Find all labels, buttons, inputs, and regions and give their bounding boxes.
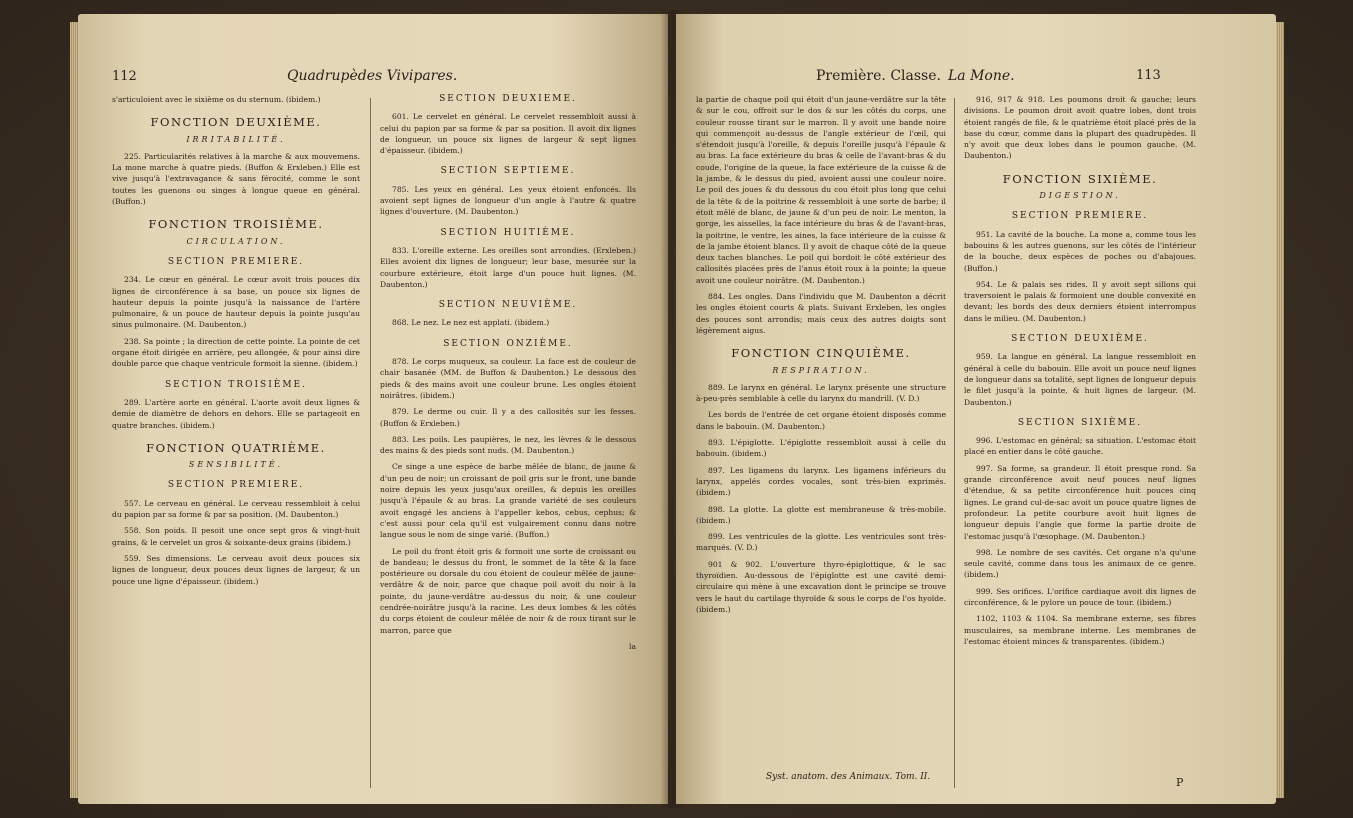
left-page-number: 112 [112,69,137,84]
paragraph: 884. Les ongles. Dans l'individu que M. Daubenton a décrit les ongles étoient courts & plats. Suivant Erxleben, les ongles des pouces sont arrondis; mais ceux des autres doigts sont légèrement aigus. [696,292,946,335]
paragraph: s'articuloient avec le sixième os du sternum. (ibidem.) [112,95,321,104]
function-heading: FONCTION TROISIÈME. [148,217,324,232]
function-subheading: RESPIRATION. [772,365,870,375]
right-running-title-a: Première. Classe. [816,68,941,84]
column-rule [954,98,955,788]
paragraph: 234. Le cœur en général. Le cœur avoit trois pouces dix lignes de circonférence à sa base, un pouce six lignes de hauteur depuis la pointe jusqu'à la naissance de l'artère pulmonaire, & un pouce de hauteur depuis la pointe jusqu'au sinus pulmonaire. (M. Daubenton.) [112,275,360,330]
paragraph: Le poil du front étoit gris & formoit une sorte de croissant ou de bandeau; le dessus du front, le sommet de la tête & la face postérieure ou dorsale du cou étoient de couleur mêlée de jaune-verdâtre & de noir, parce que chaque poil avoit du noir à la pointe, du jaune-verdâtre au-dessus du noir, & une couleur cendrée-noirâtre jusqu'à la racine. Les deux lombes & les côtés du corps étoient de couleur mêlée de noir & de roux tirant sur le marron, parce que [380,546,636,635]
paragraph: 289. L'artère aorte en général. L'aorte avoit deux lignes & demie de diamètre de dehors en dehors. Elle se partageoit en quatre branches. (ibidem.) [112,397,360,430]
paragraph: 785. Les yeux en général. Les yeux étoient enfoncés. Ils avoient sept lignes de longueur d'un angle à l'autre & quatre lignes d'ouverture. (M. Daubenton.) [380,184,636,217]
function-subheading: DIGESTION. [1039,191,1121,201]
section-heading: SECTION PREMIERE. [167,480,305,491]
paragraph: 868. Le nez. Le nez est applati. (ibidem.) [392,318,550,328]
section-heading: SECTION TROISIÈME. [165,379,307,390]
left-page [78,14,668,804]
section-heading: SECTION PREMIERE. [1011,211,1149,222]
left-column-1 [112,94,360,794]
paragraph: la partie de chaque poil qui étoit d'un jaune-verdâtre sur la tête & sur le cou, offroit sur le dos & sur les côtés du corps, une couleur rousse tirant sur le marron. Il y avoit une bande noire qui commençoit au-dessus de l'angle extérieur de l'œil, qui s'étendoit jusqu'à l'oreille, & depuis l'oreille jusqu'à l'épaule & au bras. La face extérieure du bras & celle de l'avant-bras & du coude, l'origine de la queue, la face extérieure de la cuisse & de la jambe, & le dessus du pied, avoient aussi une couleur noire. Le poil des joues & du dessous du cou étoit plus long que celui de la tête & de la poitrine & ressembloit à une sorte de barbe; il étoit mêlé de blanc, de jaune & d'un peu de noir. Le menton, la gorge, les aisselles, la face intérieure du bras & de l'avant-bras, la poitrine, le ventre, les aines, la face intérieure de la cuisse & de la jambe étoient blancs. Il y avoit de chaque côté de la queue deux taches blanches. Le poil qui bordoit le côté extérieur des callosités placées près de l'anus étoit roux à la pointe; la queue avoit une couleur noirâtre. (M. Daubenton.) [696,95,946,285]
section-heading: SECTION SEPTIEME. [440,166,576,177]
function-subheading: IRRITABILITÉ. [186,134,286,144]
paragraph: 558. Son poids. Il pesoit une once sept gros & vingt-huit grains, & le cervelet un gros & soixante-deux grains (ibidem.) [112,526,360,547]
paragraph: 893. L'épiglotte. L'épiglotte ressembloit aussi à celle du babouin. (ibidem.) [696,438,946,459]
paragraph: 1102, 1103 & 1104. Sa membrane externe, ses fibres musculaires, sa membrane interne. Les membranes de l'estomac étoient minces & transparentes. (ibidem.) [964,614,1196,646]
section-heading: SECTION SIXIÈME. [1017,417,1143,428]
paragraph: 238. Sa pointe ; la direction de cette pointe. La pointe de cet organe étoit dirigée en arrière, peu allongée, & pour ainsi dire double parce que chaque ventricule formoit la sienne. (ibidem.) [112,336,360,369]
paragraph: 999. Ses orifices. L'orifice cardiaque avoit dix lignes de circonférence, & le pylore un pouce de tour. (ibidem.) [964,586,1196,607]
section-heading: SECTION ONZIÈME. [443,338,573,349]
paragraph: 559. Ses dimensions. Le cerveau avoit deux pouces six lignes de longueur, deux pouces deux lignes de largeur, & un pouce une ligne d'épaisseur. (ibidem.) [112,553,360,586]
right-column-2 [964,94,1196,794]
paragraph: 879. Le derme ou cuir. Il y a des callosités sur les fesses. (Buffon & Erxleben.) [380,407,636,428]
catchword: la [629,641,636,651]
paragraph: 951. La cavité de la bouche. La mone a, comme tous les babouins & les autres guenons, sur les côtés de l'intérieur de la bouche, deux espèces de poches ou d'abajoues. (Buffon.) [964,229,1196,273]
function-heading: FONCTION DEUXIÈME. [150,115,322,130]
left-running-header [112,68,632,84]
left-column-2 [380,94,636,794]
function-heading: FONCTION CINQUIÈME. [731,346,911,361]
paragraph: 901 & 902. L'ouverture thyro-épiglottique, & le sac thyroïdien. Au-dessous de l'épiglotte est une cavité demi-circulaire qui mène à une excavation dont le principe se trouve vers le haut du cartilage thyroïde & sous le corps de l'os hyoïde. (ibidem.) [696,559,946,614]
paragraph: 899. Les ventricules de la glotte. Les ventricules sont très-marqués. (V. D.) [696,532,946,553]
paragraph: 833. L'oreille externe. Les oreilles sont arrondies. (Erxleben.) Elles avoient dix lignes de longueur; leur base, mesurée sur la courbure extérieure, étoit large d'un pouce huit lignes. (M. Daubenton.) [380,245,636,289]
right-page-number: 113 [1136,68,1161,83]
paragraph: 878. Le corps muqueux, sa couleur. La face est de couleur de chair basanée (MM. de Buffon & Daubenton.) Le dessous des pieds & des mains avoit une couleur brune. Les ongles étoient noirâtres. (ibidem.) [380,357,636,400]
paragraph: 897. Les ligamens du larynx. Les ligamens inférieurs du larynx, appelés cordes vocales, sont très-bien exprimés. (ibidem.) [696,465,946,498]
paragraph: Les bords de l'entrée de cet organe étoient disposés comme dans le babouin. (M. Daubenton.) [696,410,946,431]
function-subheading: CIRCULATION. [186,236,286,246]
paragraph: 996. L'estomac en général; sa situation. L'estomac étoit placé en entier dans le côté gauche. [964,436,1196,457]
left-running-title: Quadrupèdes Vivipares. [287,68,458,84]
right-page [676,14,1276,804]
paragraph: 898. La glotte. La glotte est membraneuse & très-mobile. (ibidem.) [696,504,946,525]
section-heading: SECTION DEUXIÈME. [439,94,577,104]
paragraph: 954. Le & palais ses rides. Il y avoit sept sillons qui traversoient le palais & formoient une double convexité en devant; les bords des deux derniers étoient interrompus dans le milieu. (M. Daubenton.) [964,279,1196,323]
paragraph: 601. Le cervelet en général. Le cervelet ressembloit aussi à celui du papion par sa forme & par sa position. Il avoit dix lignes de longueur, un pouce six lignes de largeur & sept lignes d'épaisseur. (ibidem.) [380,112,636,156]
paragraph: 889. Le larynx en général. Le larynx présente une structure à-peu-près semblable à celle du larynx du mandrill. (V. D.) [696,382,946,404]
paragraph: Ce singe a une espèce de barbe mêlée de blanc, de jaune & d'un peu de noir; un croissant de poil gris sur le front, une bande noire depuis les yeux jusqu'aux oreilles, & depuis les oreilles jusqu'à l'épaule & au bras. La grande variété de ses couleurs avoit engagé les anciens à l'appeller kebos, cebus, cephus; & c'est aussi pour cela qu'il est vulgairement connu dans notre langue sous le nom de singe varié. (Buffon.) [380,462,636,540]
function-subheading: SENSIBILITÉ. [188,460,284,470]
section-heading: SECTION NEUVIÈME. [438,300,578,311]
paragraph: 557. Le cerveau en général. Le cerveau ressembloit à celui du papion par sa forme & par sa position. (M. Daubenton.) [112,498,360,520]
function-heading: FONCTION SIXIÈME. [1002,171,1158,186]
section-heading: SECTION PREMIERE. [167,256,305,267]
section-heading: SECTION HUITIÈME. [440,227,576,238]
right-running-title-b: La Mone. [948,68,1015,84]
paragraph: 916, 917 & 918. Les poumons droit & gauche; leurs divisions. Le poumon droit avoit quatre lobes, dont trois étoient rangés de file, & le quatrième étoit placé près de la base du cœur, comme dans la plupart des quadrupèdes. Il n'y avoit que deux lobes dans le poumon gauche. (M. Daubenton.) [964,95,1196,161]
column-rule [370,98,371,788]
right-column-1 [696,94,946,794]
paragraph: 997. Sa forme, sa grandeur. Il étoit presque rond. Sa grande circonférence avoit neuf pouces neuf lignes d'étendue, & sa petite circonférence huit pouces cinq lignes. Le grand cul-de-sac avoit un pouce quatre lignes de profondeur. La petite courbure avoit huit lignes de longueur depuis l'angle que forme la partie droite de l'estomac jusqu'à l'œsophage. (M. Daubenton.) [964,463,1196,541]
page-footer: Syst. anatom. des Animaux. Tom. II. [766,772,931,782]
section-heading: SECTION DEUXIÈME. [1011,334,1149,345]
paragraph: 225. Particularités relatives à la marche & aux mouvemens. La mone marche à quatre pieds. (Buffon & Erxleben.) Elle est vive jusqu'à l'extravagance & sans férocité, comme le sont toutes les guenons ou singes à longue queue en général. (Buffon.) [112,151,360,207]
signature-mark: P [1176,776,1184,789]
function-heading: FONCTION QUATRIÈME. [146,440,326,455]
paragraph: 883. Les poils. Les paupières, le nez, les lèvres & le dessous des mains & des pieds sont nuds. (M. Daubenton.) [380,434,636,456]
paragraph: 998. Le nombre de ses cavités. Cet organe n'a qu'une seule cavité, comme dans tous les animaux de ce genre. (ibidem.) [964,547,1196,580]
paragraph: 959. La langue en général. La langue ressembloit en général à celle du babouin. Elle avoit un pouce neuf lignes de longueur dans sa totalité, sept lignes de longueur depuis le filet jusqu'à la pointe, & huit lignes de largeur. (M. Daubenton.) [964,352,1196,407]
